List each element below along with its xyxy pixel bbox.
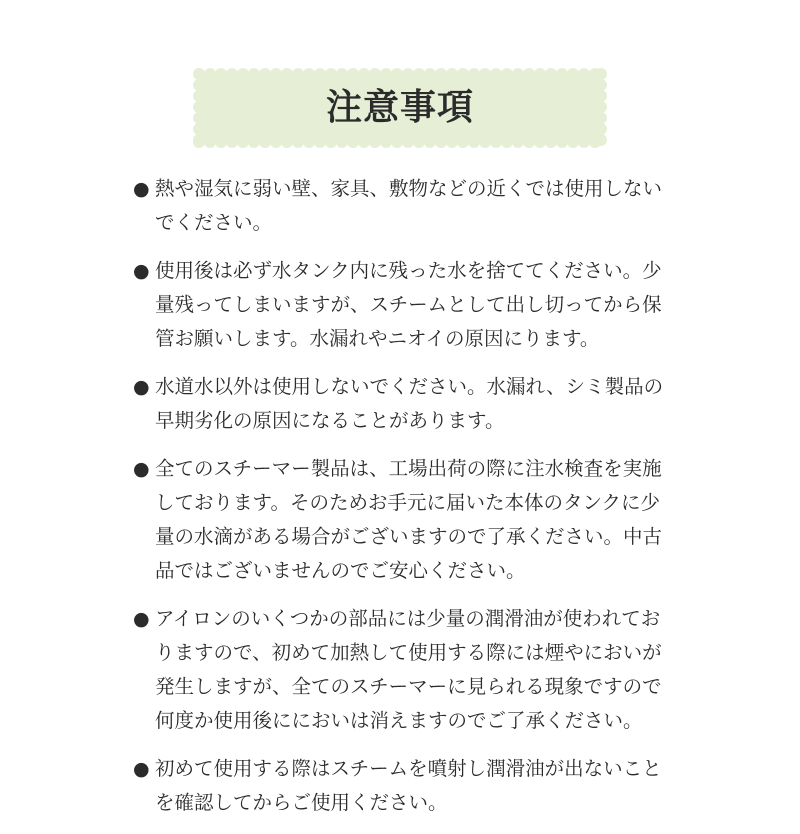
caution-item — [133, 452, 673, 588]
caution-text: 全てのスチーマー製品は、工場出荷の際に注水検査を実施しております。そのためお手元に届いた本体のタンクに少量の水滴がある場合がございますので了承ください。中古品ではございませんのでご安心ください。 — [155, 457, 663, 582]
bullet-dot-icon: ● — [133, 376, 150, 398]
caution-item — [133, 752, 673, 820]
caution-text: 熱や湿気に弱い壁、家具、敷物などの近くでは使用しないでください。 — [155, 177, 663, 234]
page-title: 注意事項 — [325, 87, 474, 128]
bullet-dot-icon: ● — [133, 608, 150, 630]
bullet-dot-icon: ● — [133, 260, 150, 282]
caution-item — [133, 370, 673, 438]
bullet-dot-icon: ● — [133, 458, 150, 480]
caution-item — [133, 254, 673, 356]
caution-item — [133, 172, 673, 240]
bullet-dot-icon: ● — [133, 178, 150, 200]
caution-text: 初めて使用する際はスチームを噴射し潤滑油が出ないことを確認してからご使用ください。 — [155, 757, 662, 814]
caution-text: 水道水以外は使用しないでください。水漏れ、シミ製品の早期劣化の原因になることがあります。 — [155, 375, 664, 432]
caution-list — [133, 172, 673, 834]
title-banner — [193, 68, 607, 148]
bullet-dot-icon: ● — [133, 758, 150, 780]
caution-text: アイロンのいくつかの部品には少量の潤滑油が使われておりますので、初めて加熱して使用する際には煙やにおいが発生しますが、全てのスチーマーに見られる現象ですので何度か使用後ににおいは消えますのでご了承ください。 — [155, 607, 662, 732]
caution-item — [133, 602, 673, 738]
caution-text: 使用後は必ず水タンク内に残った水を捨ててください。少量残ってしまいますが、スチームとして出し切ってから保管お願いします。水漏れやニオイの原因にります。 — [155, 259, 662, 350]
